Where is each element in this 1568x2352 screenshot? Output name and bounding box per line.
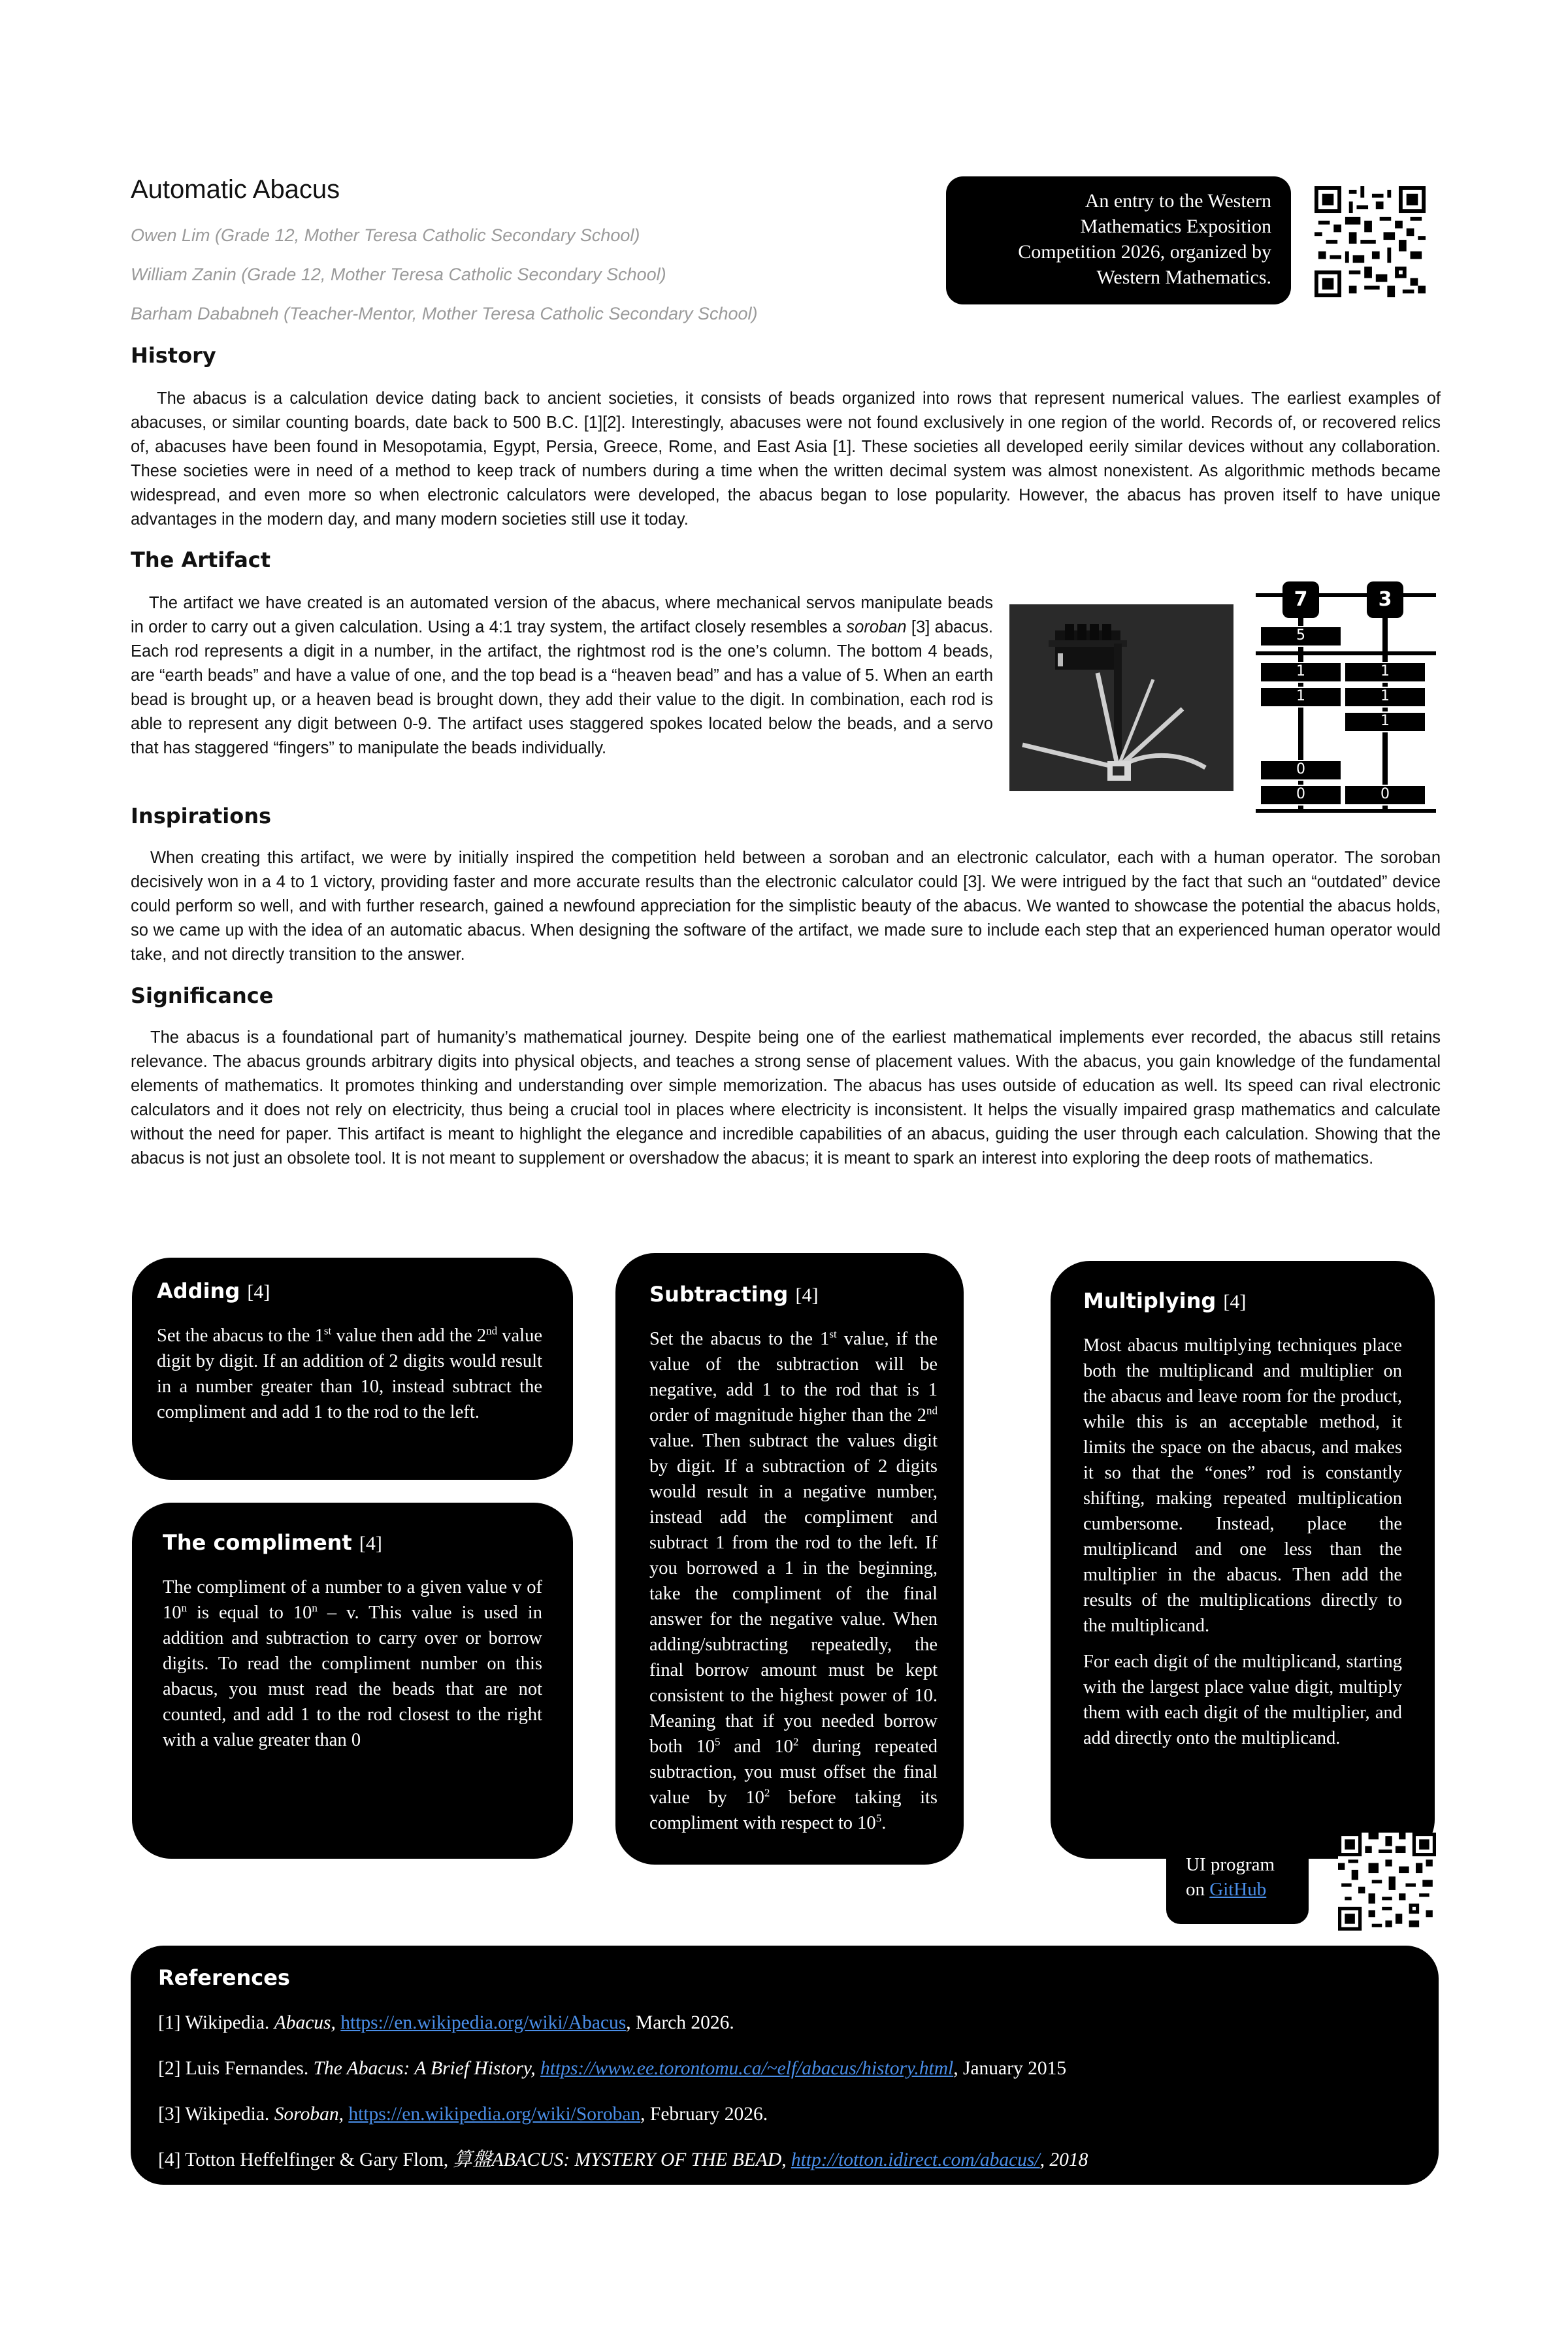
competition-entry-box — [946, 176, 1291, 304]
history-text: The abacus is a calculation device dating back to ancient societies, it consists of beads organized into rows that represent numerical values. The earliest examples of abacuses, or similar counting boards, date back to 500 B.C. [1][2]. Interestingly, abacuses were not found exclusively in one region of the world. Records of, or recovered relics of, abacuses have been found in Mesopotamia, Egypt, Persia, Greece, Rome, and East Asia [1]. These societies all developed eerily similar devices without any collaboration. These societies were in need of a method to keep track of numbers during a time when the written decimal system was almost nonexistent. As algorithmic methods became widespread, and even more so when electronic calculators were developed, the abacus began to lose popularity. However, the abacus has proven itself to have unique advantages in the modern day, and many modern societies still use it today. — [131, 389, 1441, 529]
reference-item: [3] Wikipedia. Soroban, https://en.wikipedia.org/wiki/Soroban, February 2026. — [158, 2104, 768, 2125]
qr-code[interactable] — [1338, 1833, 1436, 1931]
entry-line: Competition 2026, organized by — [1018, 241, 1271, 263]
card-heading — [1083, 1288, 1402, 1313]
frame-beam — [1256, 651, 1436, 655]
author-3: Barham Dababneh (Teacher-Mentor, Mother Teresa Catholic Secondary School) — [131, 304, 758, 323]
earth-bead: 0 — [1260, 785, 1342, 806]
inspirations-paragraph — [131, 846, 1441, 967]
artifact-paragraph — [131, 591, 993, 760]
card-title: The compliment — [163, 1530, 352, 1555]
section-heading-history: History — [131, 343, 216, 368]
card-text: Most abacus multiplying techniques place both the multiplicand and multiplier on the abacus and leave room for the product, while this is an acceptable method, it limits the space on the abacus, and makes it so that the “ones” rod is constantly shifting, making repeated multiplication cumbersome. Instead, place the multiplicand and one less than the multiplier in the abacus. Then add the results of the multiplications directly to the multiplicand. — [1083, 1335, 1402, 1636]
section-heading-inspirations: Inspirations — [131, 804, 272, 828]
card-ref: [4] — [359, 1533, 382, 1554]
artifact-text-b: [3] abacus. Each rod represents a digit in a number, in the artifact, the rightmost rod is the one’s column. The bottom 4 beads, are “earth beads” and have a value of one, and the top bead is a “heaven bead” and has a value of 5. When an earth bead is brought up, or a heaven bead is brought down, they add their value to the digit. In combination, each rod is able to represent any digit between 0-9. The artifact uses staggered spokes located below the beads, and a servo that has staggered “fingers” to manipulate the beads individually. — [131, 618, 993, 757]
card-heading — [163, 1530, 542, 1555]
reference-link[interactable]: https://www.ee.torontomu.ca/~elf/abacus/history.html — [540, 2058, 954, 2079]
history-paragraph — [131, 387, 1441, 532]
card-heading — [157, 1279, 542, 1303]
earth-bead: 1 — [1344, 687, 1426, 708]
significance-text: The abacus is a foundational part of humanity’s mathematical journey. Despite being one of the earliest mathematical implements ever recorded, the abacus still retains relevance. The abacus grounds arbitrary digits into physical objects, and teaches a strong sense of placement values. With the abacus, you gain knowledge of the fundamental elements of mathematics. It promotes thinking and understanding over simple memorization. The abacus has uses outside of education as well. Its speed can rival electronic calculators and it does not rely on electricity, thus being a crucial tool in places where electricity is inconsistent. It helps the visually impaired grasp mathematics and calculate without the need for paper. This artifact is meant to highlight the elegance and incredible capabilities of an abacus, guiding the user through each calculation. Showing that the abacus is not just an obsolete tool. It is not meant to supplement or overshadow the abacus; it is meant to spark an interest into exploring the deep roots of mathematics. — [131, 1028, 1441, 1168]
card-text: For each digit of the multiplicand, starting with the largest place value digit, multiply them with each digit of the multiplier, and add directly onto the multiplicand. — [1083, 1652, 1402, 1748]
card-ref: [4] — [247, 1281, 270, 1303]
card-text: Set the abacus to the 1st value then add the 2nd value digit by digit. If an addition of 2 digits would result in a number greater than 10, instead subtract the compliment and add 1 to the rod to the left. — [157, 1324, 543, 1422]
reference-link[interactable]: https://en.wikipedia.org/wiki/Abacus — [340, 2012, 627, 2033]
card-ref: [4] — [795, 1284, 819, 1306]
author-2: William Zanin (Grade 12, Mother Teresa Catholic Secondary School) — [131, 265, 666, 284]
poster-title: Automatic Abacus — [131, 175, 340, 204]
artifact-text-em: soroban — [846, 618, 907, 636]
earth-bead: 1 — [1260, 662, 1342, 683]
ui-program-line2: on GitHub — [1186, 1879, 1267, 1900]
frame-bottom — [1256, 809, 1436, 813]
section-heading-significance: Significance — [131, 983, 274, 1008]
card-subtracting — [615, 1253, 964, 1865]
section-heading-artifact: The Artifact — [131, 547, 271, 572]
significance-paragraph — [131, 1026, 1441, 1171]
author-1: Owen Lim (Grade 12, Mother Teresa Catholic Secondary School) — [131, 225, 640, 245]
abacus-diagram — [1254, 581, 1437, 817]
card-title: Adding — [157, 1279, 240, 1303]
reference-item: [4] Totton Heffelfinger & Gary Flom, 算盤ABACUS: MYSTERY OF THE BEAD, http://totton.idirect.com/abacus/, 2018 — [158, 2149, 1088, 2170]
qr-code[interactable] — [1315, 186, 1426, 297]
reference-item: [2] Luis Fernandes. The Abacus: A Brief History, https://www.ee.torontomu.ca/~elf/abacus/history.html, January 2015 — [158, 2058, 1067, 2079]
card-adding — [132, 1258, 573, 1480]
earth-bead: 0 — [1260, 760, 1342, 781]
reference-link[interactable]: https://en.wikipedia.org/wiki/Soroban — [348, 2104, 641, 2125]
card-ref: [4] — [1223, 1291, 1247, 1313]
references-heading: References — [158, 1965, 290, 1990]
reference-item: [1] Wikipedia. Abacus, https://en.wikipedia.org/wiki/Abacus, March 2026. — [158, 2012, 734, 2033]
entry-line: An entry to the Western — [1085, 190, 1271, 212]
card-multiplying — [1051, 1261, 1435, 1859]
card-title: Multiplying — [1083, 1288, 1217, 1313]
inspirations-text: When creating this artifact, we were by initially inspired the competition held between a soroban and an electronic calculator, each with a human operator. The soroban decisively won in a 4 to 1 victory, providing faster and more accurate results than the electronic calculator could [3]. We were intrigued by the fact that such an “outdated” device could perform so well, and with further research, gained a newfound appreciation for the simplistic beauty of the abacus. We wanted to showcase the potential the abacus holds, so we came up with the idea of an automatic abacus. When designing the software of the artifact, we made sure to include each step that an experienced human operator would take, and not directly transition to the answer. — [131, 849, 1441, 964]
earth-bead: 0 — [1344, 785, 1426, 806]
artifact-photo — [1009, 604, 1233, 791]
card-heading — [649, 1282, 938, 1307]
reference-link[interactable]: http://totton.idirect.com/abacus/ — [791, 2149, 1040, 2170]
earth-bead: 1 — [1344, 711, 1426, 732]
ui-program-label: UI program — [1186, 1854, 1275, 1875]
rod-value-ones: 3 — [1367, 581, 1403, 618]
earth-bead: 1 — [1260, 687, 1342, 708]
artifact-text-a: The artifact we have created is an automated version of the abacus, where mechanical servos manipulate beads in order to carry out a given calculation. Using a 4:1 tray system, the artifact closely resembles a — [131, 594, 993, 636]
ui-program-box — [1166, 1838, 1309, 1924]
github-link[interactable]: GitHub — [1209, 1879, 1267, 1900]
rod-value-tens: 7 — [1282, 581, 1319, 618]
card-text: The compliment of a number to a given value v of 10$^n$ is equal to 10$^n$ – v. This value is used in addition and subtraction to carry over or borrow digits. To read the compliment number on this abacus, you must read the beads that are not counted, and add 1 to the rod closest to the right with a value greater than 0 — [163, 1577, 542, 1750]
earth-bead: 1 — [1344, 662, 1426, 683]
entry-line: Mathematics Exposition — [1080, 216, 1271, 237]
references-box — [131, 1946, 1439, 2185]
entry-line: Western Mathematics. — [1096, 267, 1271, 288]
card-text: Set the abacus to the 1st value, if the value of the subtraction will be negative, add 1 to the rod that is 1 order of magnitude higher than the 2nd value. Then subtract the values digit by digit. If a subtraction of 2 digits would result in a negative number, instead add the compliment and subtract 1 from the rod to the left. If you borrowed a 1 in the beginning, take the compliment of the final answer for the negative value. When adding/subtracting repeatedly, the final borrow amount must be kept consistent to the highest power of 10. Meaning that if you needed borrow both $10^5$ and $10^2$ during repeated subtraction, you must offset the final value by $10^2$ before taking its compliment with respect to $10^5$. — [649, 1328, 938, 1833]
card-title: Subtracting — [649, 1282, 789, 1307]
heaven-bead: 5 — [1260, 626, 1342, 647]
card-compliment — [132, 1503, 573, 1859]
